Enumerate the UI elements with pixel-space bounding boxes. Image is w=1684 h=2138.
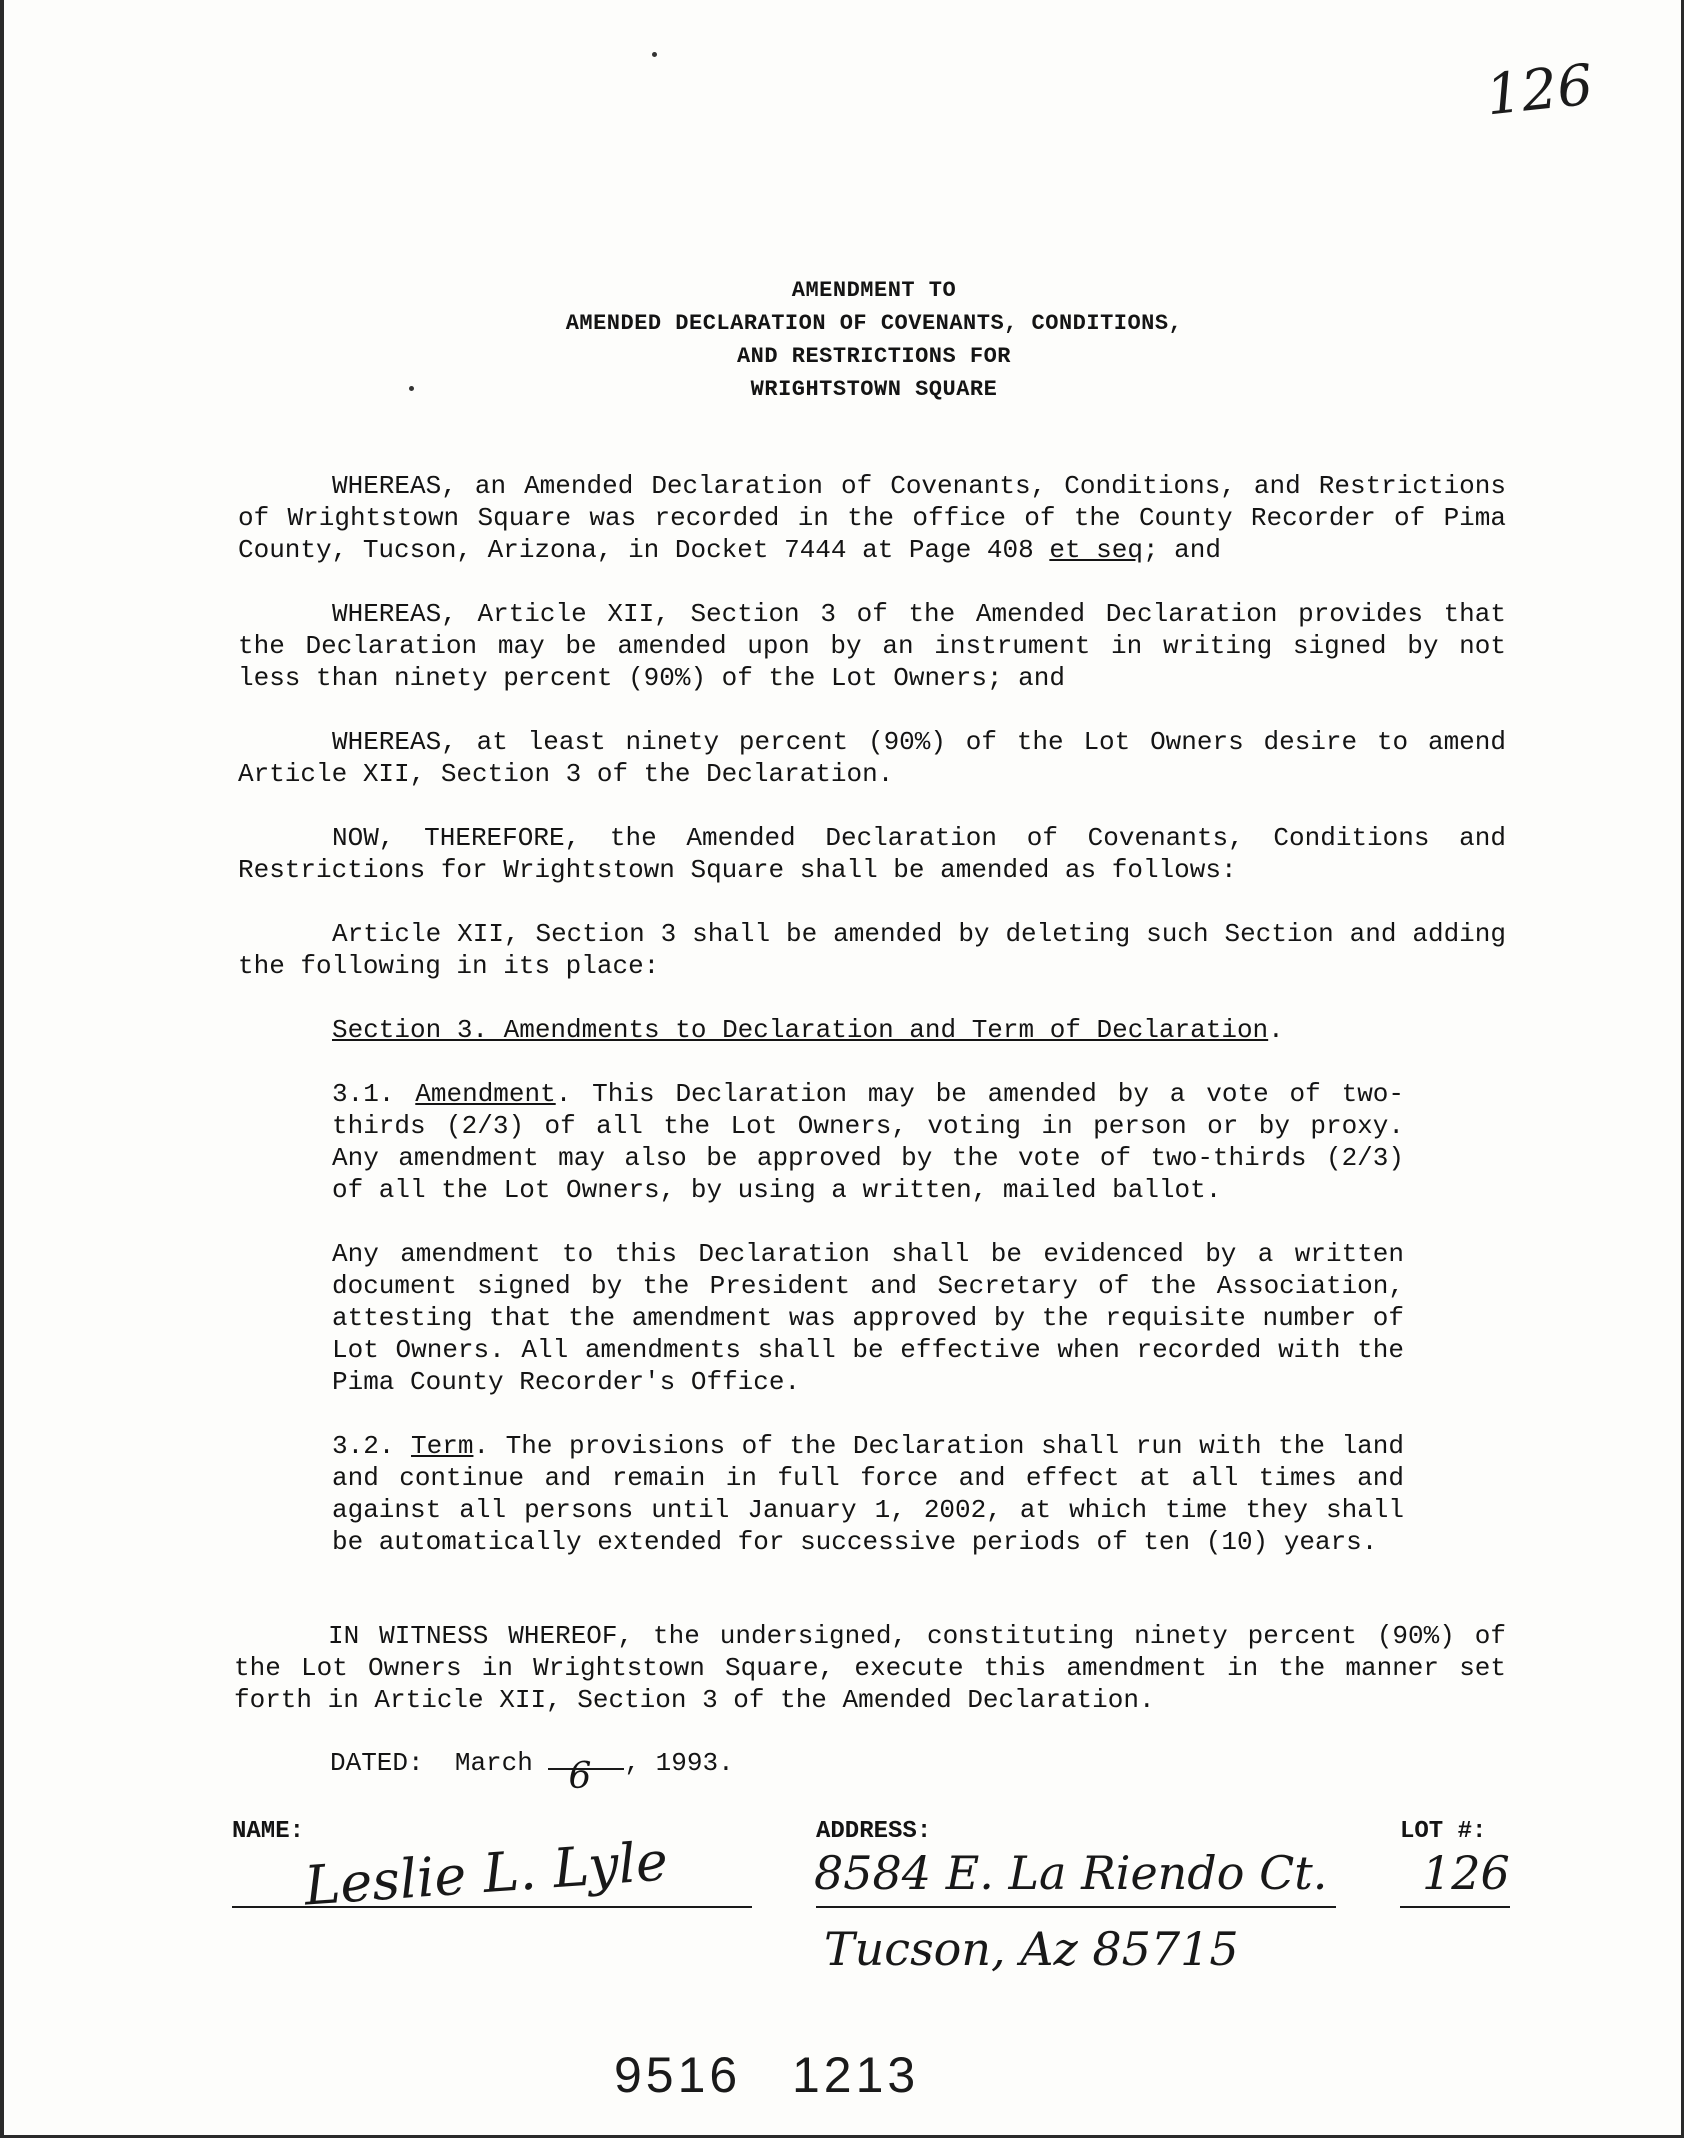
- dated-line: DATED: March 6 , 1993.: [330, 1748, 734, 1797]
- docket-number: 9516: [614, 2047, 742, 2103]
- section-3-2-paragraph: 3.2. Term. The provisions of the Declaration shall run with the land and continue and remain in full force and effect at all times and against all persons until January 1, 2002, at which time they shall be automatically extended for successive periods of ten (10) years.: [332, 1431, 1404, 1557]
- term-heading: Term: [411, 1431, 474, 1461]
- page-stamp-number: 1213: [792, 2047, 920, 2103]
- title-line-3: AND RESTRICTIONS FOR: [736, 344, 1012, 369]
- address-handwritten-line-1: 8584 E. La Riendo Ct.: [814, 1846, 1328, 1900]
- address-signature-line: [816, 1906, 1336, 1908]
- whereas-paragraph-1: WHEREAS, an Amended Declaration of Covenants, Conditions, and Restrictions of Wrightstown Square was recorded in the office of the County Recorder of Pima County, Tucson, Arizona, in Docket 7444 at Page 408 et seq; and: [238, 471, 1506, 565]
- therefore-paragraph: NOW, THEREFORE, the Amended Declaration of Covenants, Conditions and Restrictions for Wrightstown Square shall be amended as follows:: [238, 823, 1506, 885]
- name-signature: Leslie L. Lyle: [302, 1829, 670, 1918]
- name-signature-line: [232, 1906, 752, 1908]
- section-heading: Section 3. Amendments to Declaration and Term of Declaration.: [332, 1015, 1284, 1045]
- title-line-1: AMENDMENT TO: [791, 278, 957, 303]
- document-title: [424, 274, 1324, 406]
- lot-label: LOT #:: [1400, 1818, 1487, 1845]
- title-line-4: WRIGHTSTOWN SQUARE: [750, 377, 998, 402]
- lot-signature-line: [1400, 1906, 1510, 1908]
- title-line-2: AMENDED DECLARATION OF COVENANTS, CONDITIONS,: [565, 311, 1183, 336]
- address-handwritten-line-2: Tucson, Az 85715: [824, 1922, 1239, 1976]
- handwritten-page-number: 126: [1482, 52, 1596, 129]
- lot-handwritten-value: 126: [1422, 1846, 1510, 1900]
- scan-speck: [409, 386, 414, 391]
- whereas-paragraph-3: WHEREAS, at least ninety percent (90%) of the Lot Owners desire to amend Article XII, Section 3 of the Declaration.: [238, 727, 1506, 789]
- article-paragraph: Article XII, Section 3 shall be amended by deleting such Section and adding the following in its place:: [238, 919, 1506, 981]
- witness-paragraph: IN WITNESS WHEREOF, the undersigned, constituting ninety percent (90%) of the Lot Owners in Wrightstown Square, execute this amendment in the manner set forth in Article XII, Section 3 of the Amended Declaration.: [234, 1621, 1506, 1715]
- address-label: ADDRESS:: [816, 1818, 932, 1845]
- section-3-1-paragraph: 3.1. Amendment. This Declaration may be amended by a vote of two-thirds (2/3) of all the Lot Owners, voting in person or by proxy. Any amendment may also be approved by the vote of two-thirds (2/3) of all the Lot Owners, by using a written, mailed ballot.: [332, 1079, 1405, 1205]
- scan-speck: [652, 52, 657, 57]
- section-3-1-paragraph-2: Any amendment to this Declaration shall be evidenced by a written document signed by the President and Secretary of the Association, attesting that the amendment was approved by the requisite number of Lot Owners. All amendments shall be effective when recorded with the Pima County Recorder's Office.: [332, 1239, 1404, 1397]
- date-day-blank: 6: [548, 1768, 624, 1770]
- whereas-paragraph-2: WHEREAS, Article XII, Section 3 of the Amended Declaration provides that the Declaration may be amended upon by an instrument in writing signed by not less than ninety percent (90%) of the Lot Owners; and: [238, 599, 1506, 693]
- amendment-heading: Amendment: [415, 1079, 556, 1109]
- name-label: NAME:: [232, 1818, 305, 1845]
